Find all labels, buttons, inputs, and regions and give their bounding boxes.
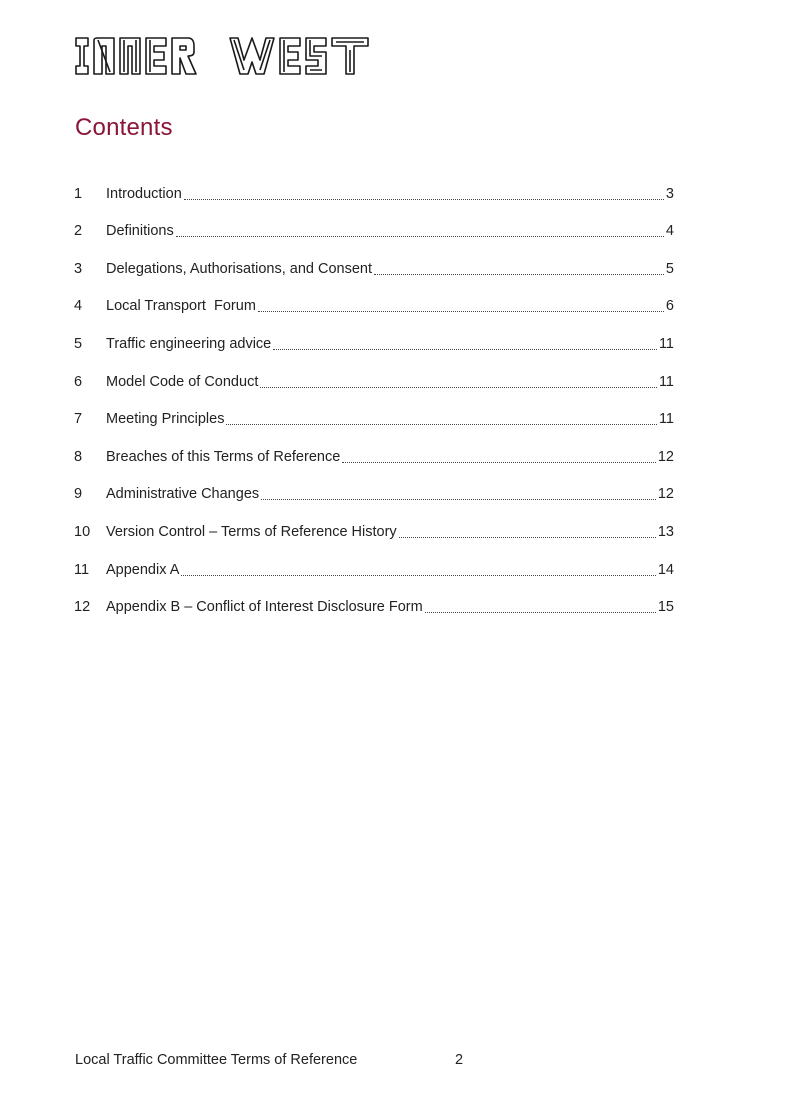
footer-page-number: 2 [455,1052,464,1068]
toc-page-number: 11 [658,373,674,390]
toc-entry [74,243,674,281]
toc-entry [74,318,674,356]
toc-page-number: 11 [658,335,674,352]
toc-number: 7 [74,411,83,428]
toc-title: Appendix B – Conflict of Interest Disclosure Form [106,599,423,616]
toc-entry [74,469,674,507]
toc-leader-dots [261,499,656,500]
toc-link-meeting-principles[interactable] [106,407,674,431]
inner-west-logo [74,36,370,76]
toc-number: 5 [74,335,83,352]
toc-title: Meeting Principles [106,411,225,428]
toc-leader-dots [226,424,656,425]
toc-page-number: 6 [665,298,674,315]
toc-entry [74,206,674,244]
toc-number: 8 [74,448,83,465]
toc-link-model-code-of-conduct[interactable] [106,370,674,394]
toc-title: Appendix A [106,561,180,578]
toc-leader-dots [181,575,655,576]
toc-page-number: 12 [657,448,674,465]
contents-heading: Contents [75,114,173,141]
toc-entry [74,281,674,319]
toc-number: 9 [74,486,83,503]
toc-entry [74,544,674,582]
toc-leader-dots [342,462,656,463]
toc-link-definitions[interactable] [106,219,674,243]
toc-page-number: 14 [657,561,674,578]
toc-page-number: 15 [657,599,674,616]
toc-leader-dots [184,199,664,200]
toc-link-administrative-changes[interactable] [106,482,674,506]
toc-leader-dots [425,612,656,613]
table-of-contents [74,168,674,619]
footer-document-title: Local Traffic Committee Terms of Reference [75,1052,358,1068]
toc-link-local-transport-forum[interactable] [106,294,674,318]
toc-link-breaches[interactable] [106,445,674,469]
toc-link-appendix-a[interactable] [106,558,674,582]
toc-page-number: 4 [665,223,674,240]
toc-number: 4 [74,298,83,315]
toc-entry [74,582,674,620]
toc-leader-dots [258,311,664,312]
toc-page-number: 11 [658,411,674,428]
toc-leader-dots [374,274,664,275]
toc-page-number: 12 [657,486,674,503]
toc-title: Breaches of this Terms of Reference [106,448,341,465]
toc-entry [74,506,674,544]
toc-number: 6 [74,373,83,390]
toc-entry [74,431,674,469]
toc-number: 1 [74,185,83,202]
toc-link-traffic-engineering-advice[interactable] [106,332,674,356]
toc-entry [74,168,674,206]
toc-link-appendix-b[interactable] [106,595,674,619]
toc-title: Traffic engineering advice [106,335,272,352]
toc-leader-dots [260,387,657,388]
toc-link-version-control[interactable] [106,520,674,544]
toc-number: 10 [74,523,91,540]
toc-entry [74,394,674,432]
toc-leader-dots [176,236,664,237]
toc-number: 12 [74,599,91,616]
toc-title: Local Transport Forum [106,298,256,315]
toc-page-number: 3 [665,185,674,202]
toc-title: Definitions [106,223,174,240]
toc-page-number: 5 [665,260,674,277]
toc-page-number: 13 [657,523,674,540]
toc-leader-dots [399,537,656,538]
toc-title: Model Code of Conduct [106,373,259,390]
toc-number: 3 [74,260,83,277]
toc-number: 2 [74,223,83,240]
toc-link-introduction[interactable] [106,182,674,206]
toc-number: 11 [74,561,90,578]
toc-title: Version Control – Terms of Reference History [106,523,397,540]
toc-title: Administrative Changes [106,486,260,503]
toc-link-delegations[interactable] [106,257,674,281]
toc-title: Delegations, Authorisations, and Consent [106,260,373,277]
toc-title: Introduction [106,185,182,202]
toc-entry [74,356,674,394]
toc-leader-dots [273,349,657,350]
